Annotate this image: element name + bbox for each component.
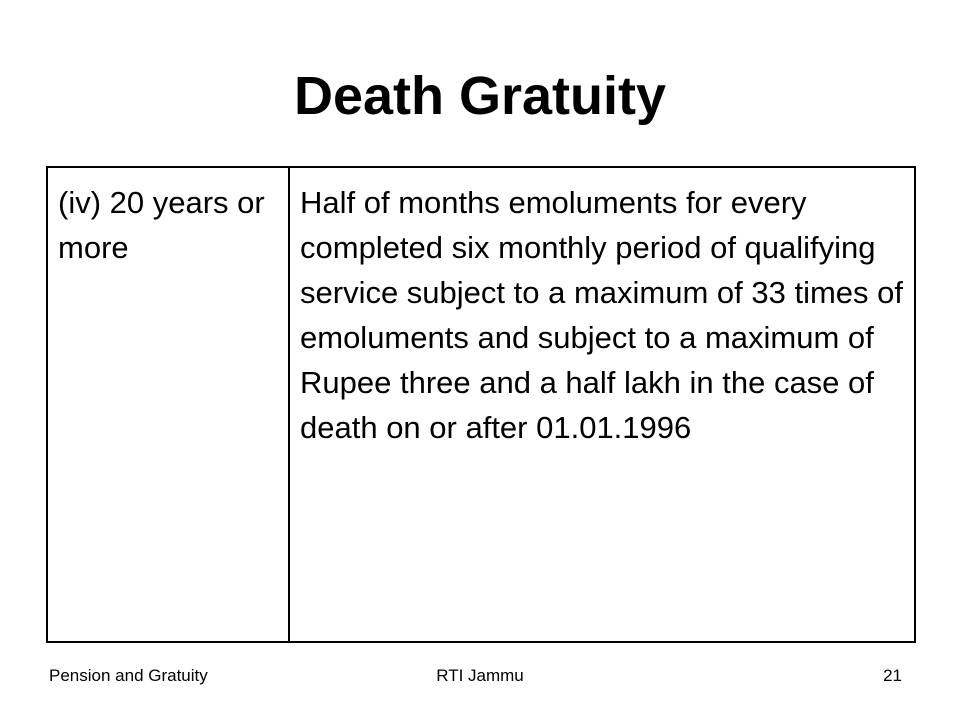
gratuity-amount-cell: Half of months emoluments for every completed six monthly period of qualifying service subject to a maximum of 33 times of emoluments and subject to a maximum of Rupee three and a half lakh in the case of death on or after 01.01.1996: [289, 167, 915, 642]
footer-presentation-title: Pension and Gratuity: [49, 666, 208, 685]
service-period-cell: (iv) 20 years or more: [47, 167, 289, 642]
slide-title: Death Gratuity: [293, 66, 667, 126]
page-number: 21: [883, 666, 902, 685]
slide-footer: [0, 664, 960, 688]
table-row: [47, 167, 915, 642]
footer-organization: RTI Jammu: [436, 666, 524, 685]
gratuity-table: [46, 166, 916, 643]
